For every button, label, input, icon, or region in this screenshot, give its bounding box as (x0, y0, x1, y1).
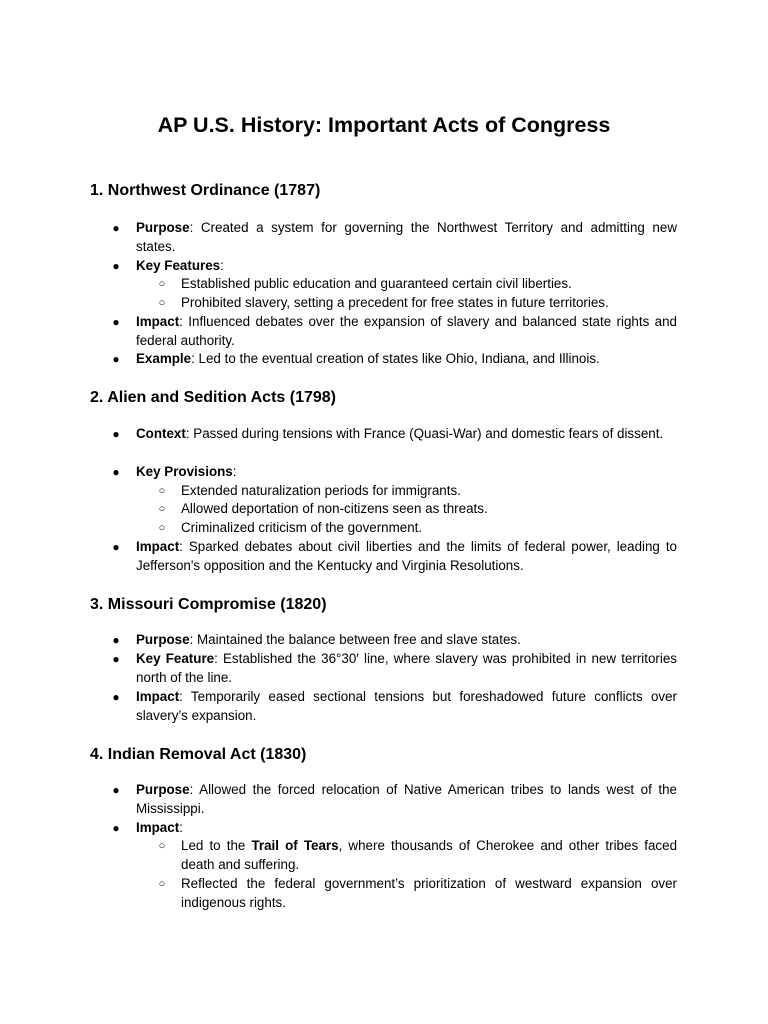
bullet-item (112, 688, 677, 726)
text-run: : Sparked debates about civil liberties and the limits of federal power, leading to Jefferson's opposition and the Kentucky and Virginia Resolutions. (136, 539, 677, 573)
bold-term: Purpose (136, 632, 190, 647)
bold-term: Key Provisions (136, 464, 233, 479)
bullet-item (112, 463, 677, 482)
bullet-text (136, 651, 677, 685)
bold-term: Trail of Tears (251, 838, 339, 853)
bullet-item (112, 538, 677, 576)
bullet-circle-icon: ○ (158, 503, 166, 515)
text-run: Allowed deportation of non-citizens seen as threats. (181, 501, 488, 516)
bullet-circle-icon: ○ (158, 522, 166, 534)
bold-term: Key Features (136, 258, 221, 273)
text-run: : Created a system for governing the Northwest Territory and admitting new states. (136, 220, 677, 254)
bold-term: Purpose (136, 782, 190, 797)
text-run: : Maintained the balance between free and slave states. (189, 632, 521, 647)
bullet-text (136, 314, 677, 348)
bullet-dot-icon: ● (112, 652, 120, 666)
bullet-text (136, 220, 677, 254)
bullet-text (181, 295, 609, 310)
bold-term: Purpose (136, 220, 190, 235)
bold-term: Impact (136, 314, 180, 329)
text-run: Led to the (181, 838, 252, 853)
sub-bullet-item (158, 294, 677, 313)
text-run: Reflected the federal government’s prioritization of westward expansion over indigenous rights. (181, 876, 677, 910)
bullet-text (136, 782, 677, 816)
bullet-circle-icon: ○ (158, 485, 166, 497)
text-run: , where thousands of Cherokee and other tribes faced death and suffering. (181, 838, 678, 872)
bullet-item (112, 819, 677, 838)
bullet-dot-icon: ● (112, 259, 120, 273)
bullet-dot-icon: ● (112, 352, 120, 366)
bullet-item (112, 425, 677, 444)
bullet-text (181, 876, 677, 910)
bullet-item (112, 219, 677, 257)
bullet-text (136, 426, 663, 441)
text-run: : Temporarily eased sectional tensions but foreshadowed future conflicts over slavery’s expansion. (136, 689, 677, 723)
bullet-dot-icon: ● (112, 690, 120, 704)
bullet-dot-icon: ● (112, 633, 120, 647)
section-heading: 2. Alien and Sedition Acts (1798) (90, 389, 336, 406)
bullet-text (136, 258, 224, 273)
bold-term: Example (136, 351, 192, 366)
text-run: : (179, 820, 183, 835)
bold-term: Impact (136, 539, 180, 554)
text-run: Extended naturalization periods for immigrants. (181, 483, 461, 498)
bullet-text (136, 689, 677, 723)
sub-bullet-item (158, 500, 677, 519)
bold-term: Impact (136, 689, 180, 704)
section-heading: 1. Northwest Ordinance (1787) (90, 182, 321, 199)
section-heading: 3. Missouri Compromise (1820) (90, 596, 327, 613)
sub-bullet-item (158, 875, 677, 913)
bullet-dot-icon: ● (112, 465, 120, 479)
section-heading: 4. Indian Removal Act (1830) (90, 746, 307, 763)
bullet-item (112, 313, 677, 351)
page-title: AP U.S. History: Important Acts of Congress (157, 113, 611, 137)
bullet-dot-icon: ● (112, 821, 120, 835)
bullet-item (112, 257, 677, 276)
sub-bullet-item (158, 837, 678, 875)
text-run: Criminalized criticism of the government. (181, 520, 423, 535)
text-run: : Influenced debates over the expansion of slavery and balanced state rights and federal authority. (136, 314, 677, 348)
bullet-item (112, 350, 677, 369)
sub-bullet-item (158, 519, 677, 538)
bullet-text (181, 276, 572, 291)
bold-term: Key Feature (136, 651, 215, 666)
bullet-text (136, 539, 677, 573)
text-run: Established public education and guaranteed certain civil liberties. (181, 276, 572, 291)
bullet-text (136, 632, 521, 647)
text-run: : Allowed the forced relocation of Native American tribes to lands west of the Mississippi. (136, 782, 677, 816)
bullet-dot-icon: ● (112, 221, 120, 235)
text-run: : (220, 258, 224, 273)
bullet-circle-icon: ○ (158, 840, 166, 852)
bullet-text (181, 501, 488, 516)
bullet-text (181, 838, 677, 872)
bullet-text (181, 520, 422, 535)
bullet-circle-icon: ○ (158, 878, 166, 890)
bullet-circle-icon: ○ (158, 278, 166, 290)
sub-bullet-item (158, 482, 677, 501)
bullet-dot-icon: ● (112, 540, 120, 554)
text-run: : Led to the eventual creation of states like Ohio, Indiana, and Illinois. (191, 351, 600, 366)
sub-bullet-item (158, 275, 677, 294)
text-run: : Established the 36°30′ line, where slavery was prohibited in new territories north of the line. (136, 651, 678, 685)
bullet-dot-icon: ● (112, 783, 120, 797)
bullet-dot-icon: ● (112, 427, 120, 441)
bold-term: Context (136, 426, 186, 441)
bullet-item (112, 631, 677, 650)
text-run: : (232, 464, 237, 479)
bullet-item (112, 781, 677, 819)
bullet-text (136, 351, 600, 366)
bullet-text (136, 464, 236, 479)
bullet-dot-icon: ● (112, 315, 120, 329)
bullet-circle-icon: ○ (158, 297, 166, 309)
bullet-text (181, 483, 461, 498)
text-run: Prohibited slavery, setting a precedent for free states in future territories. (181, 295, 609, 310)
bold-term: Impact (136, 820, 180, 835)
text-run: : Passed during tensions with France (Quasi-War) and domestic fears of dissent. (185, 426, 664, 441)
bullet-item (112, 650, 678, 688)
bullet-text (136, 820, 183, 835)
